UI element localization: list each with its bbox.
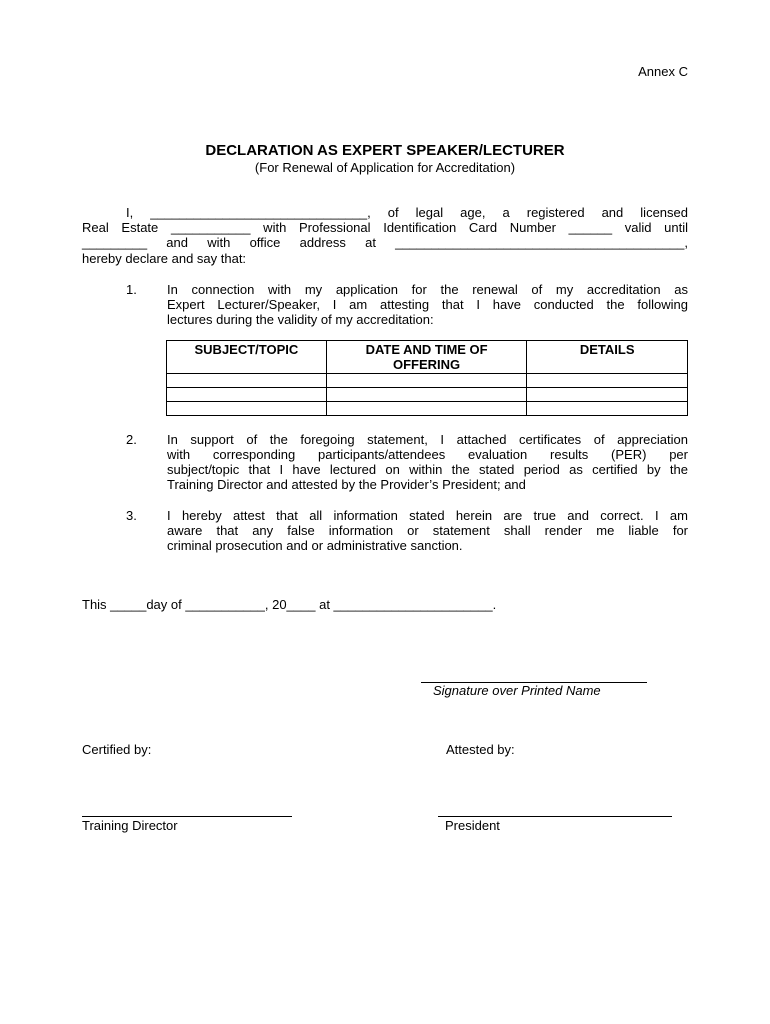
column-header-date-time: DATE AND TIME OF OFFERING: [326, 341, 527, 374]
date-place-line: This _____day of ___________, 20____ at ______________________.: [82, 597, 497, 612]
item-3-line-2: aware that any false information or statement shall render me liable for: [167, 523, 688, 538]
table-row: [167, 402, 688, 416]
table-cell[interactable]: [326, 402, 527, 416]
annex-label: Annex C: [638, 64, 688, 79]
certified-by-label: Certified by:: [82, 742, 152, 757]
table-cell[interactable]: [326, 374, 527, 388]
intro-line-4: hereby declare and say that:: [82, 251, 247, 266]
table-row: [167, 374, 688, 388]
signature-label: Signature over Printed Name: [433, 683, 601, 698]
item-1-line-3: lectures during the validity of my accreditation:: [167, 312, 434, 327]
item-2-line-2: with corresponding participants/attendees evaluation results (PER) per: [167, 447, 688, 462]
item-1-number: 1.: [126, 282, 137, 297]
item-2-number: 2.: [126, 432, 137, 447]
table-cell[interactable]: [527, 402, 688, 416]
item-3-number: 3.: [126, 508, 137, 523]
item-3-line-3: criminal prosecution and or administrative sanction.: [167, 538, 463, 553]
column-header-subject: SUBJECT/TOPIC: [167, 341, 327, 374]
attested-by-label: Attested by:: [446, 742, 515, 757]
item-2-line-4: Training Director and attested by the Provider’s President; and: [167, 477, 526, 492]
table-cell[interactable]: [167, 374, 327, 388]
item-1-line-2: Expert Lecturer/Speaker, I am attesting that I have conducted the following: [167, 297, 688, 312]
president-label: President: [445, 818, 500, 833]
intro-line-2: Real Estate ___________ with Professional Identification Card Number ______ valid until: [82, 220, 688, 235]
item-3-line-1: I hereby attest that all information stated herein are true and correct. I am: [167, 508, 688, 523]
item-1-line-1: In connection with my application for the renewal of my accreditation as: [167, 282, 688, 297]
intro-line-1: I, ______________________________, of legal age, a registered and licensed: [126, 205, 688, 220]
table-cell[interactable]: [527, 388, 688, 402]
table-cell[interactable]: [167, 402, 327, 416]
training-director-label: Training Director: [82, 818, 178, 833]
table-cell[interactable]: [326, 388, 527, 402]
document-title: DECLARATION AS EXPERT SPEAKER/LECTURER: [205, 142, 565, 159]
item-2-line-3: subject/topic that I have lectured on within the stated period as certified by the: [167, 462, 688, 477]
table-row: [167, 388, 688, 402]
table-cell[interactable]: [527, 374, 688, 388]
column-header-details: DETAILS: [527, 341, 688, 374]
intro-line-3: _________ and with office address at ________________________________________,: [82, 235, 688, 250]
document-subtitle: (For Renewal of Application for Accreditation): [254, 160, 516, 175]
item-2-line-1: In support of the foregoing statement, I attached certificates of appreciation: [167, 432, 688, 447]
table-cell[interactable]: [167, 388, 327, 402]
lectures-table: [166, 340, 688, 416]
president-signature-line[interactable]: [438, 816, 672, 817]
table-header-row: [167, 341, 688, 374]
training-director-signature-line[interactable]: [82, 816, 292, 817]
